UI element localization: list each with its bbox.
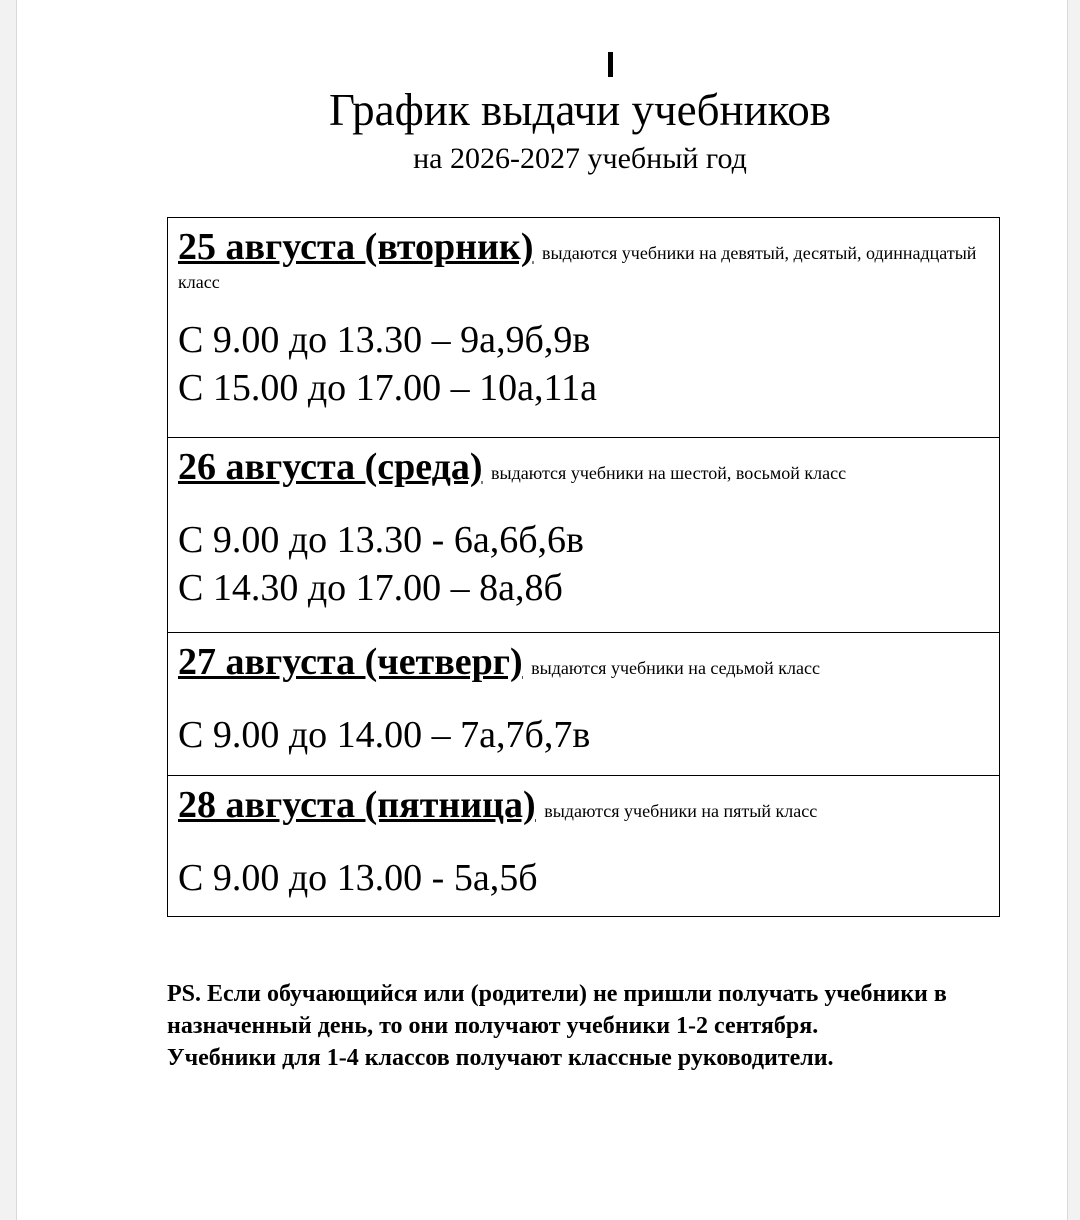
time-slot: С 14.30 до 17.00 – 8а,8б [178, 567, 563, 609]
day-note: выдаются учебники на девятый, десятый, одиннадцатый класс [178, 243, 977, 292]
footnote-ps: PS. Если обучающийся или (родители) не пришли получать учебники в назначенный день, то они получают учебники 1-2 сентября. [167, 981, 947, 1039]
day-note: выдаются учебники на седьмой класс [531, 658, 820, 678]
page-subtitle: на 2026-2027 учебный год [413, 142, 747, 175]
day-header [178, 446, 989, 488]
page-title: График выдачи учебников [328, 85, 831, 135]
time-slots [178, 854, 989, 902]
text-cursor [608, 52, 613, 77]
time-slots [178, 711, 989, 759]
schedule-day [168, 633, 999, 776]
time-slot: С 9.00 до 13.00 - 5а,5б [178, 857, 538, 899]
schedule-day [168, 776, 999, 916]
time-slot: С 9.00 до 13.30 – 9а,9б,9в [178, 319, 591, 361]
day-date: 26 августа (среда) [178, 446, 483, 488]
time-slot: С 9.00 до 14.00 – 7а,7б,7в [178, 714, 591, 756]
time-slots [178, 316, 989, 412]
footnote [167, 978, 1007, 1074]
day-header [178, 641, 989, 683]
schedule-day [168, 438, 999, 633]
day-date: 27 августа (четверг) [178, 641, 523, 683]
day-header [178, 784, 989, 826]
day-note: выдаются учебники на шестой, восьмой класс [491, 463, 847, 483]
time-slots [178, 516, 989, 612]
page-edge-right [1067, 0, 1080, 1220]
day-date: 25 августа (вторник) [178, 226, 534, 268]
schedule-table [167, 217, 1000, 917]
day-note: выдаются учебники на пятый класс [544, 801, 818, 821]
page-edge-left [0, 0, 17, 1220]
footnote-note: Учебники для 1-4 классов получают классные руководители. [167, 1045, 834, 1071]
day-date: 28 августа (пятница) [178, 784, 536, 826]
time-slot: С 9.00 до 13.30 - 6а,6б,6в [178, 519, 584, 561]
time-slot: С 15.00 до 17.00 – 10а,11а [178, 367, 598, 409]
day-header [178, 226, 989, 296]
schedule-day [168, 218, 999, 438]
